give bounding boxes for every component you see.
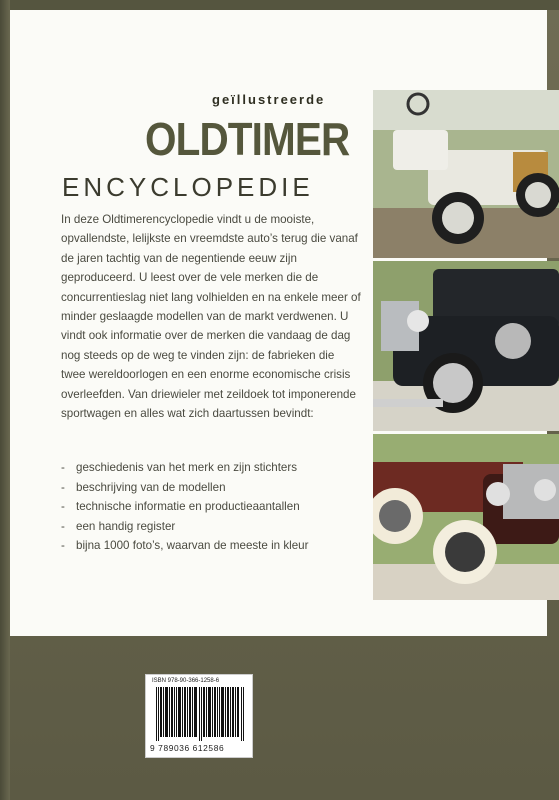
barcode-bars (156, 687, 244, 741)
car-photo-white-veteran (373, 90, 559, 258)
feature-item (61, 497, 361, 517)
feature-text: een handig register (76, 519, 176, 533)
feature-item (61, 458, 361, 478)
dash-marker: - (61, 500, 65, 514)
feature-item (61, 517, 361, 537)
feature-text: geschiedenis van het merk en zijn stichters (76, 461, 298, 474)
feature-text: bijna 1000 foto’s, waarvan de meeste in kleur (76, 539, 309, 553)
feature-item (61, 478, 361, 498)
feature-text: beschrijving van de modellen (76, 480, 226, 494)
feature-text: technische informatie en productieaantallen (76, 500, 300, 514)
dash-marker: - (61, 480, 65, 494)
description-text (61, 210, 361, 423)
dash-marker: - (61, 461, 65, 474)
cover-subtitle: geïllustreerde (212, 92, 326, 107)
car-photo-maroon-classic (373, 434, 559, 600)
cover-title-line2: ENCYCLOPEDIE (62, 172, 314, 202)
cover-title: OLDTIMER (145, 113, 350, 165)
spine-edge (0, 0, 10, 800)
dash-marker: - (61, 539, 65, 553)
feature-list (61, 458, 361, 556)
feature-item (61, 536, 361, 556)
barcode-number: 9 789036 612586 (150, 743, 225, 753)
barcode-label (145, 674, 253, 758)
isbn-text: ISBN 978-90-366-1258-6 (152, 678, 220, 684)
car-photo-dark-saloon (373, 261, 559, 431)
dash-marker: - (61, 519, 65, 533)
photo-column (373, 90, 559, 600)
description-paragraph: In deze Oldtimerencyclopedie vindt u de mooiste, opvallendste, lelijkste en vreemdste auto’s terug die vanaf de jaren tachtig van de negentiende eeuw zijn geproduceerd. U leest over de vele merken die de concurrentieslag niet lang volhielden en na enkele meer of minder geslaagde modellen van de markt verdwenen. U vindt ook informatie over de merken die vandaag de dag nog steeds op de weg te vinden zijn: de fabrieken die twee wereldoorlogen en een enorme economische crisis overleefden. Van driewieler met zeildoek tot imponerende sportwagen en alles wat zich daartussen bevindt: (61, 213, 361, 421)
top-edge (0, 0, 559, 10)
